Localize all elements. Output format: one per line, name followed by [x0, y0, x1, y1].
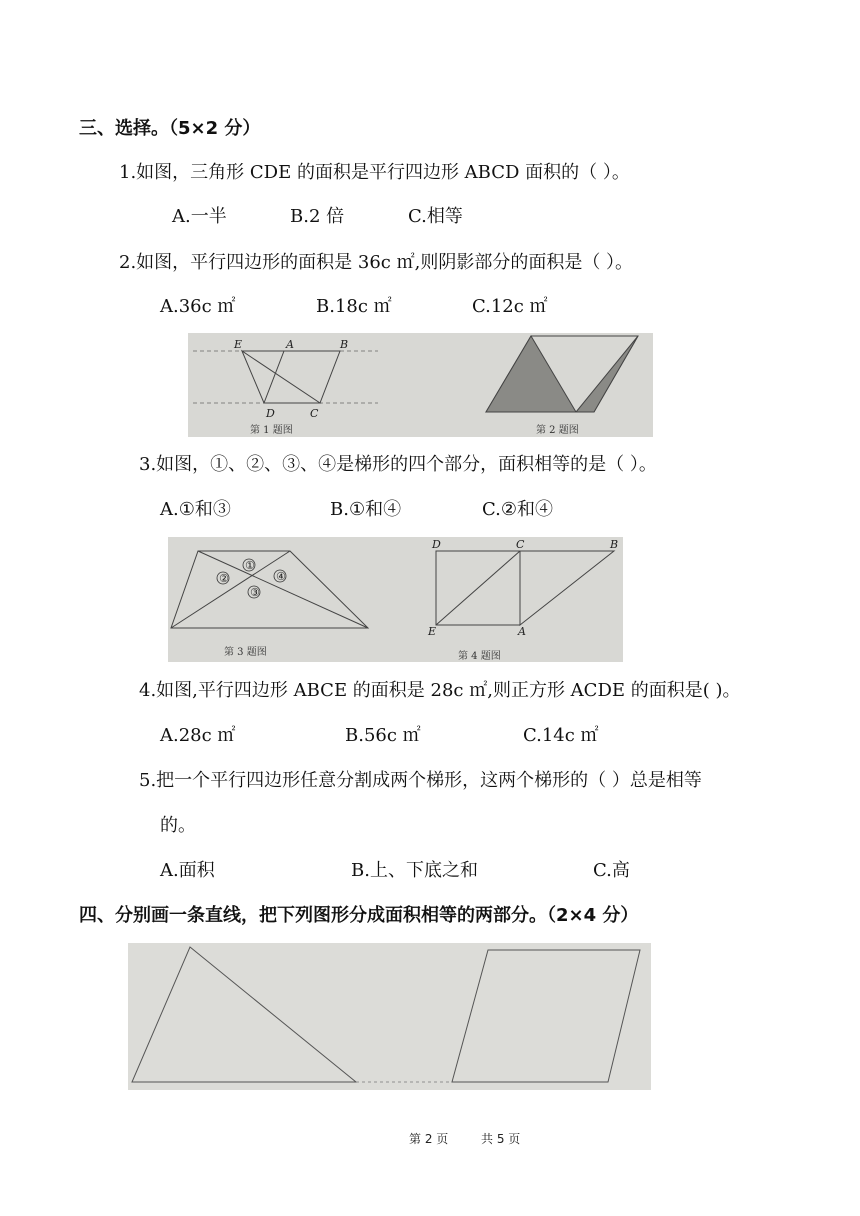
section-4-title: 四、分别画一条直线，把下列图形分成面积相等的两部分。（2×4 分） [79, 905, 639, 926]
q5-stem-line1: 5.把一个平行四边形任意分割成两个梯形，这两个梯形的（ ）总是相等 [139, 770, 702, 791]
figure-section-4 [128, 943, 651, 1090]
fig4-label-b: B [610, 538, 619, 551]
part-4-label: ④ [276, 570, 286, 583]
fig1-label-c: C [310, 407, 319, 420]
q4-option-c: C.14c ㎡ [523, 725, 599, 746]
q3-option-b: B.①和④ [330, 499, 402, 520]
q5-stem-line2: 的。 [160, 815, 196, 836]
q3-option-a: A.①和③ [160, 499, 231, 520]
q2-stem: 2.如图，平行四边形的面积是 36c ㎡,则阴影部分的面积是（ ）。 [119, 252, 634, 273]
part-2-label: ② [219, 572, 229, 585]
q5-option-c: C.高 [593, 860, 630, 881]
q1-stem: 1.如图，三角形 CDE 的面积是平行四边形 ABCD 面积的（ ）。 [119, 162, 630, 183]
fig3-caption: 第 3 题图 [224, 647, 267, 658]
q3-stem: 3.如图，①、②、③、④是梯形的四个部分，面积相等的是（ ）。 [139, 454, 657, 475]
fig4-label-c: C [516, 538, 525, 551]
fig4-caption: 第 4 题图 [458, 651, 501, 662]
q5-option-b: B.上、下底之和 [351, 860, 478, 881]
q1-option-a: A.一半 [172, 206, 227, 227]
part-3-label: ③ [250, 586, 260, 599]
q2-option-a: A.36c ㎡ [160, 296, 236, 317]
fig4-label-d: D [432, 538, 441, 551]
figure-q3-q4 [168, 537, 623, 662]
fig1-label-d: D [266, 407, 275, 420]
q2-option-b: B.18c ㎡ [316, 296, 392, 317]
footer-page-number: 第 2 页 [409, 1132, 449, 1146]
footer-total-pages: 共 5 页 [481, 1132, 521, 1146]
fig1-label-a: A [286, 338, 294, 351]
section-3-title: 三、选择。（5×2 分） [79, 118, 261, 139]
fig1-caption: 第 1 题图 [250, 425, 293, 436]
q4-option-b: B.56c ㎡ [345, 725, 421, 746]
fig4-label-e: E [428, 625, 437, 638]
q2-option-c: C.12c ㎡ [472, 296, 548, 317]
fig1-label-b: B [340, 338, 349, 351]
fig2-caption: 第 2 题图 [536, 425, 579, 436]
q4-stem: 4.如图,平行四边形 ABCE 的面积是 28c ㎡,则正方形 ACDE 的面积是( )。 [139, 680, 741, 701]
q1-option-c: C.相等 [408, 206, 463, 227]
fig4-label-a: A [518, 625, 526, 638]
q5-option-a: A.面积 [160, 860, 215, 881]
q3-option-c: C.②和④ [482, 499, 553, 520]
q1-option-b: B.2 倍 [290, 206, 345, 227]
q4-option-a: A.28c ㎡ [160, 725, 236, 746]
figure-q1-q2 [188, 333, 653, 437]
part-1-label: ① [245, 559, 255, 572]
fig1-label-e: E [234, 338, 243, 351]
